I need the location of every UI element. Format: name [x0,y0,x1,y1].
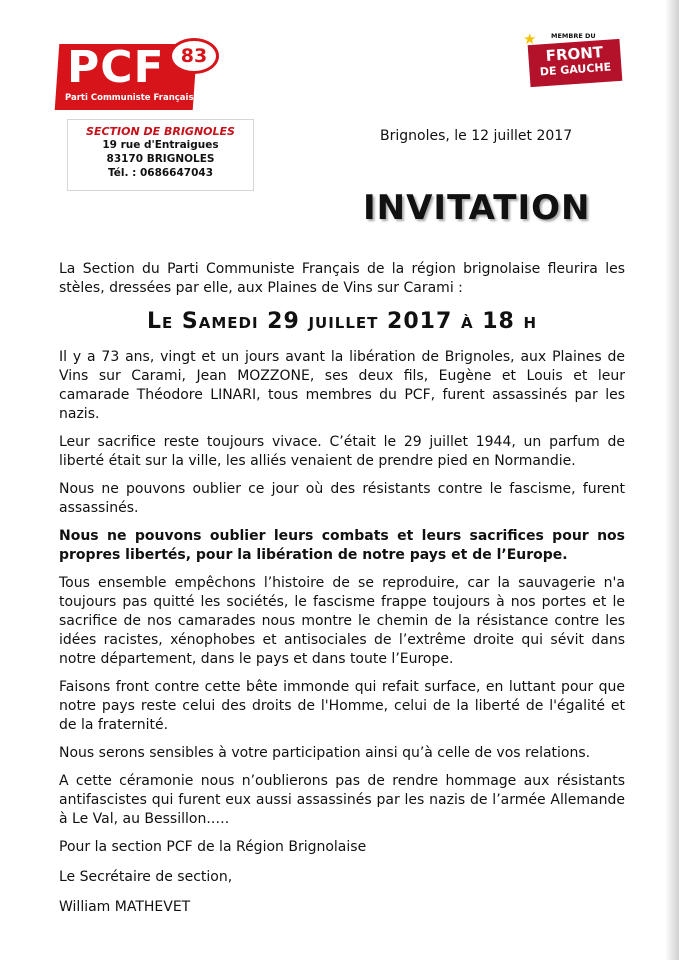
paragraph-tribute: A cette céramonie nous n’oublierons pas de rendre hommage aux résistants antifascistes qui furent eux aussi assassinés par les nazis de l’armée Allemande à Le Val, au Bessillon.…. [59,773,625,827]
front-de-gauche-logo [523,30,627,88]
fdg-red-box [528,39,623,87]
signature-section: Pour la section PCF de la Région Brignolaise [59,839,367,855]
paragraph-intro: La Section du Parti Communiste Français de la région brignolaise fleurira les stèles, dressées par elle, aux Plaines de Vins sur Carami : [59,261,625,296]
paragraph-history: Il y a 73 ans, vingt et un jours avant la libération de Brignoles, aux Plaines de Vins sur Carami, Jean MOZZONE, ses deux fils, Eugène et Louis et leur camarade Théodore LINARI, tous membres du PCF, furent assassinés par les nazis. [59,349,625,422]
section-address-box [67,119,254,191]
section-phone: Tél. : 0686647043 [107,167,214,179]
page-edge-shadow [665,0,679,960]
signature-role: Le Secrétaire de section, [59,869,233,885]
letter-body [59,260,625,928]
paragraph-combats: Nous ne pouvons oublier leurs combats et leurs sacrifices pour nos propres libertés, pour la libération de notre pays et de l’Europe. [59,528,625,563]
paragraph-front: Faisons front contre cette bête immonde qui refait surface, en luttant pour que notre pays reste celui des droits de l'Homme, celui de la liberté de l'égalité et de la fraternité. [59,679,625,733]
fdg-member-label: MEMBRE DU [551,32,596,40]
pcf-logo [57,38,219,112]
pcf-logo-letters: PCF [67,42,165,93]
fdg-line2: DE GAUCHE [539,60,612,79]
section-title: SECTION DE BRIGNOLES [86,125,235,138]
letter-date: Brignoles, le 12 juillet 2017 [380,128,573,144]
page-title: INVITATION [363,188,591,228]
event-date: Le Samedi 29 juillet 2017 à 18 h [146,309,538,334]
paragraph-participation: Nous serons sensibles à votre participation ainsi qu’à celle de vos relations. [59,745,591,761]
section-address-city: 83170 BRIGNOLES [106,153,215,165]
paragraph-remember: Nous ne pouvons oublier ce jour où des résistants contre le fascisme, furent assassinés. [59,481,625,516]
signature-block [59,838,625,917]
signature-name: William MATHEVET [59,899,191,915]
star-icon: ★ [523,30,537,48]
fdg-line1: FRONT [545,43,604,66]
paragraph-together: Tous ensemble empêchons l’histoire de se reproduire, car la sauvagerie n'a toujours pas quitté les sociétés, le fascisme frappe toujours à nos portes et le sacrifice de nos camarades nous montre le chemin de la résistance contre les idées racistes, xénophobes et antisociales de l’extrême droite qui sévit dans notre département, dans le pays et dans toute l’Europe. [59,575,625,667]
pcf-logo-subtitle: Parti Communiste Français [65,93,194,103]
paragraph-sacrifice: Leur sacrifice reste toujours vivace. C’était le 29 juillet 1944, un parfum de liberté était sur la ville, les alliés venaient de prendre pied en Normandie. [59,434,625,469]
pcf-83-badge: 83 [169,38,219,74]
section-address-street: 19 rue d'Entraigues [102,139,219,151]
